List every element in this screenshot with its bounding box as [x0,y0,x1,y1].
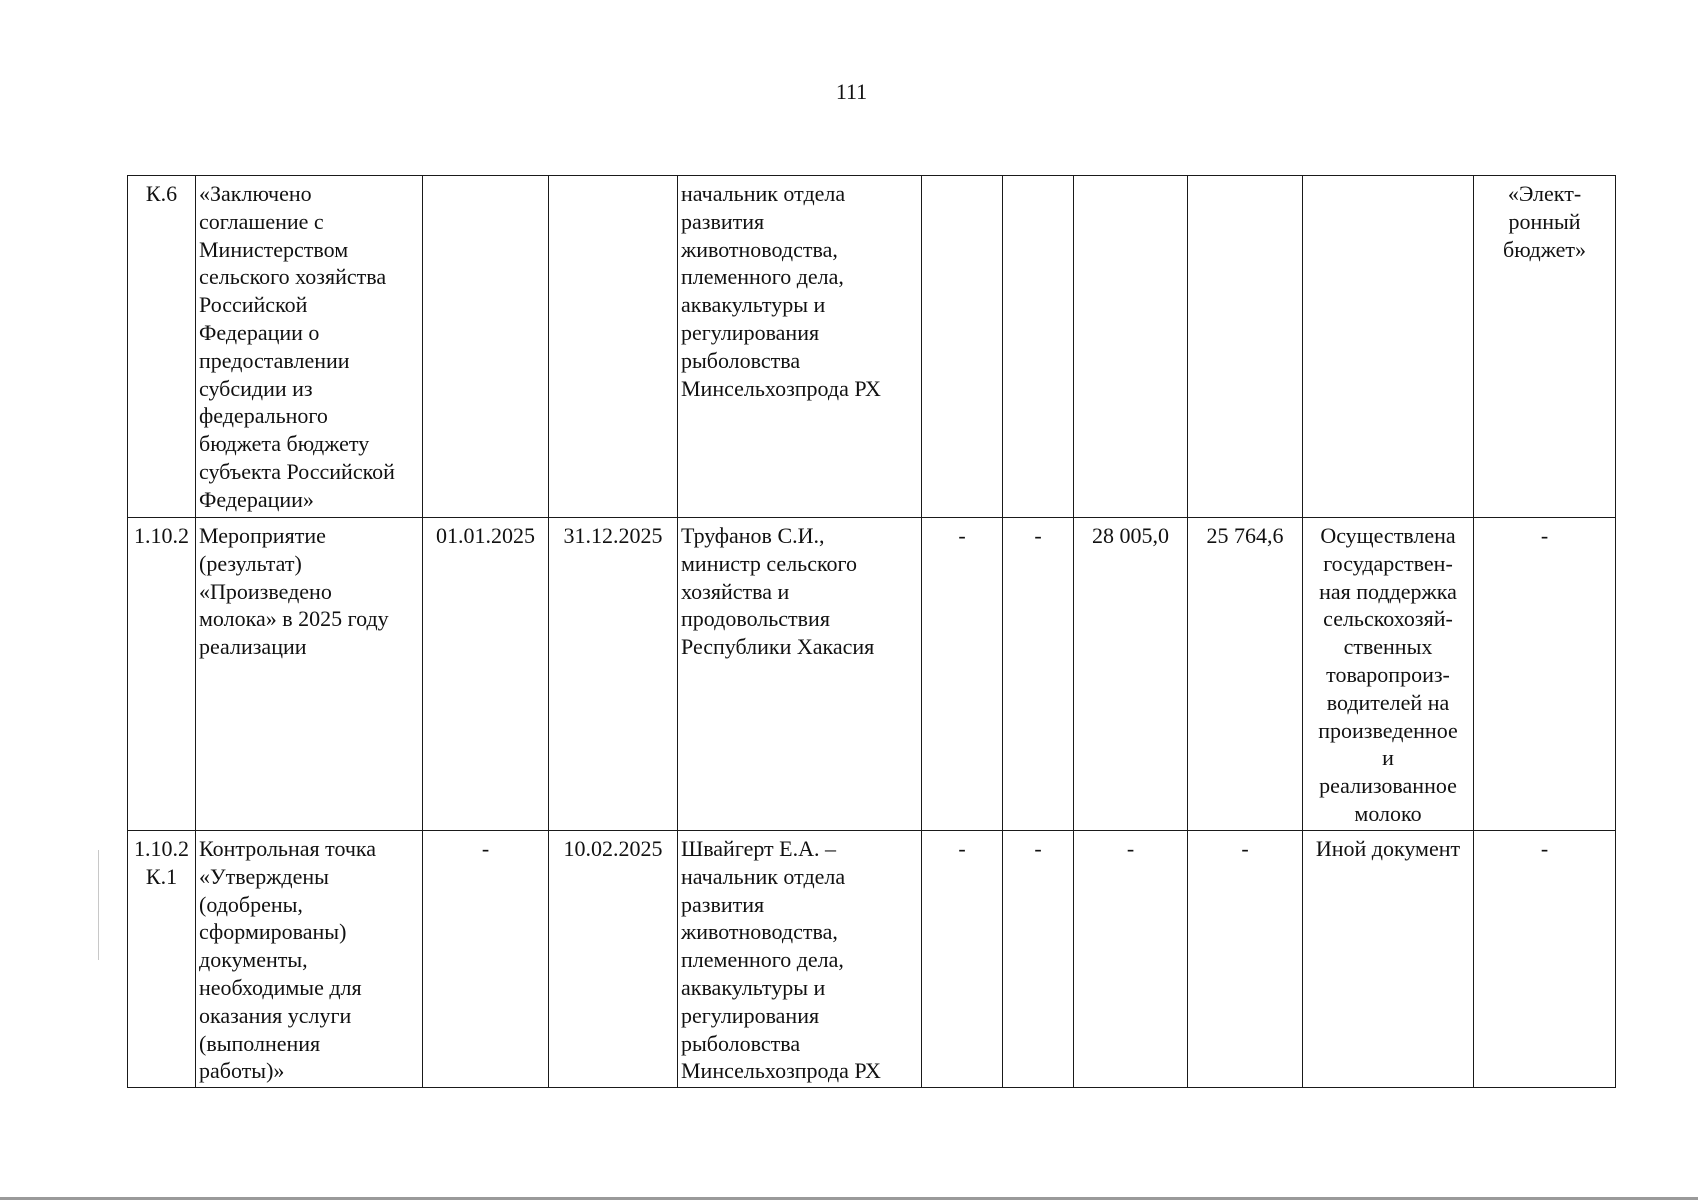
value-cell: - [1188,831,1303,1088]
table-row [128,518,1616,831]
start-date: - [423,831,549,1088]
value-cell [1074,176,1188,518]
value-cell: - [1074,831,1188,1088]
row-number: 1.10.2 К.1 [128,831,196,1088]
start-date: 01.01.2025 [423,518,549,831]
responsible-person: Труфанов С.И., министр сельского хозяйства и продовольствия Республики Хакасия [678,518,922,831]
end-date: 10.02.2025 [549,831,678,1088]
information-system: «Элект- ронный бюджет» [1474,176,1616,518]
value-cell [922,176,1003,518]
responsible-person: Швайгерт Е.А. – начальник отдела развития животноводства, племенного дела, аквакультуры и регулирования рыболовства Минсельхозпрода РХ [678,831,922,1088]
table-row [128,831,1616,1088]
value-cell: 28 005,0 [1074,518,1188,831]
row-name: Мероприятие (результат) «Произведено молока» в 2025 году реализации [196,518,423,831]
result-description: Осуществлена государствен- ная поддержка сельскохозяй- ственных товаропроиз- водителей на произведенное и реализованное молоко [1303,518,1474,831]
value-cell [1188,176,1303,518]
responsible-person: начальник отдела развития животноводства, племенного дела, аквакультуры и регулирования рыболовства Минсельхозпрода РХ [678,176,922,518]
row-number: 1.10.2 [128,518,196,831]
table-row [128,176,1616,518]
value-cell: - [922,518,1003,831]
value-cell: - [1003,518,1074,831]
value-cell: - [922,831,1003,1088]
row-name: «Заключено соглашение с Министерством сельского хозяйства Российской Федерации о предоставлении субсидии из федерального бюджета бюджету субъекта Российской Федерации» [196,176,423,518]
information-system: - [1474,831,1616,1088]
plan-table [127,175,1616,1088]
result-description [1303,176,1474,518]
result-description: Иной документ [1303,831,1474,1088]
page-number: 111 [835,79,868,104]
start-date [423,176,549,518]
end-date: 31.12.2025 [549,518,678,831]
row-name: Контрольная точка «Утверждены (одобрены, сформированы) документы, необходимые для оказания услуги (выполнения работы)» [196,831,423,1088]
value-cell [1003,176,1074,518]
information-system: - [1474,518,1616,831]
value-cell: - [1003,831,1074,1088]
end-date [549,176,678,518]
scan-artifact [98,850,99,960]
row-number: К.6 [128,176,196,518]
value-cell: 25 764,6 [1188,518,1303,831]
